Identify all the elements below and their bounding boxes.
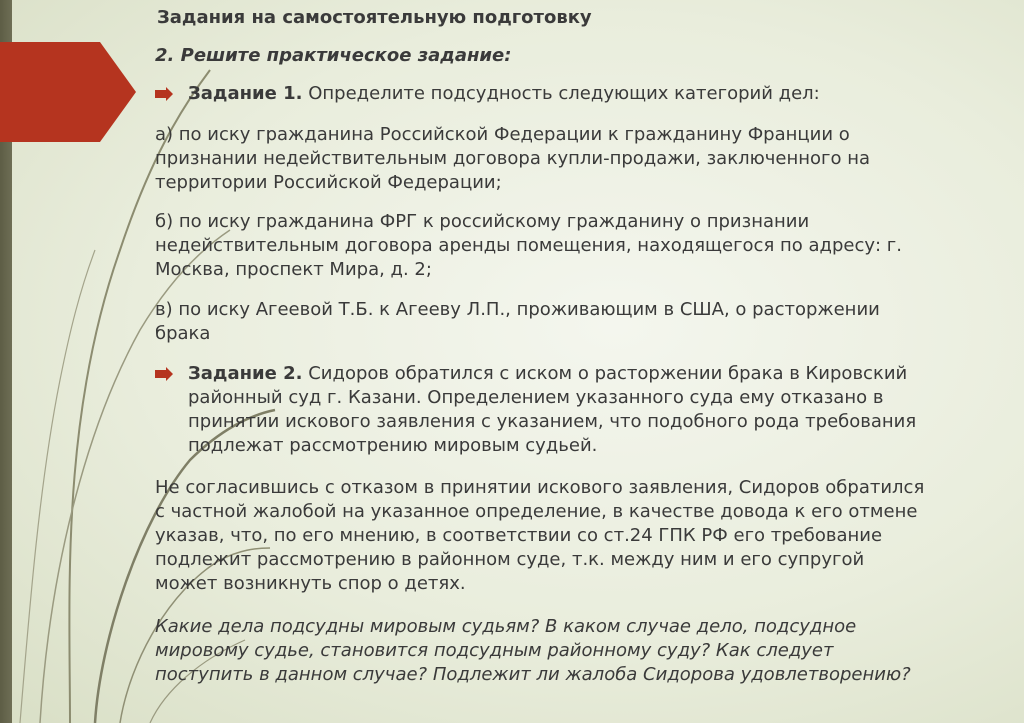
task2-line-2: районный суд г. Казани. Определением указанного суда ему отказано в xyxy=(188,387,884,408)
task2-first-line: Сидоров обратился с иском о расторжении брака в Кировский xyxy=(302,363,908,384)
task2-line-3: принятии искового заявления с указанием, что подобного рода требования xyxy=(188,411,917,432)
arrow-bullet-icon xyxy=(155,87,175,101)
arrow-bullet-icon xyxy=(155,367,175,381)
question-line-2: мировому судье, становится подсудным районному суду? Как следует xyxy=(155,640,834,661)
item-a-line-1: а) по иску гражданина Российской Федерации к гражданину Франции о xyxy=(155,124,850,145)
task1-text: Определите подсудность следующих категорий дел: xyxy=(302,83,820,104)
task1-label: Задание 1. xyxy=(188,83,303,104)
paragraph-line-4: подлежит рассмотрению в районном суде, т.к. между ним и его супругой xyxy=(155,549,865,570)
task2-line-1 xyxy=(188,362,907,386)
question-line-1: Какие дела подсудны мировым судьям? В каком случае дело, подсудное xyxy=(155,616,857,637)
slide-title: Задания на самостоятельную подготовку xyxy=(157,7,592,28)
item-b-line-3: Москва, проспект Мира, д. 2; xyxy=(155,259,432,280)
paragraph-line-3: указав, что, по его мнению, в соответствии со ст.24 ГПК РФ его требование xyxy=(155,525,883,546)
task2-line-4: подлежат рассмотрению мировым судьей. xyxy=(188,435,598,456)
task2-label: Задание 2. xyxy=(188,363,303,384)
item-c-line-1: в) по иску Агеевой Т.Б. к Агееву Л.П., проживающим в США, о расторжении xyxy=(155,299,880,320)
paragraph-line-1: Не согласившись с отказом в принятии искового заявления, Сидоров обратился xyxy=(155,477,925,498)
question-line-3: поступить в данном случае? Подлежит ли жалоба Сидорова удовлетворению? xyxy=(155,664,911,685)
paragraph-line-2: с частной жалобой на указанное определение, в качестве довода к его отмене xyxy=(155,501,918,522)
item-c-line-2: брака xyxy=(155,323,211,344)
section-heading: 2. Решите практическое задание: xyxy=(155,45,512,66)
item-b-line-1: б) по иску гражданина ФРГ к российскому гражданину о признании xyxy=(155,211,810,232)
item-b-line-2: недействительным договора аренды помещения, находящегося по адресу: г. xyxy=(155,235,902,256)
red-arrow-shape xyxy=(0,42,136,142)
item-a-line-2: признании недействительным договора купли-продажи, заключенного на xyxy=(155,148,870,169)
task1-line xyxy=(188,82,820,106)
item-a-line-3: территории Российской Федерации; xyxy=(155,172,502,193)
paragraph-line-5: может возникнуть спор о детях. xyxy=(155,573,466,594)
